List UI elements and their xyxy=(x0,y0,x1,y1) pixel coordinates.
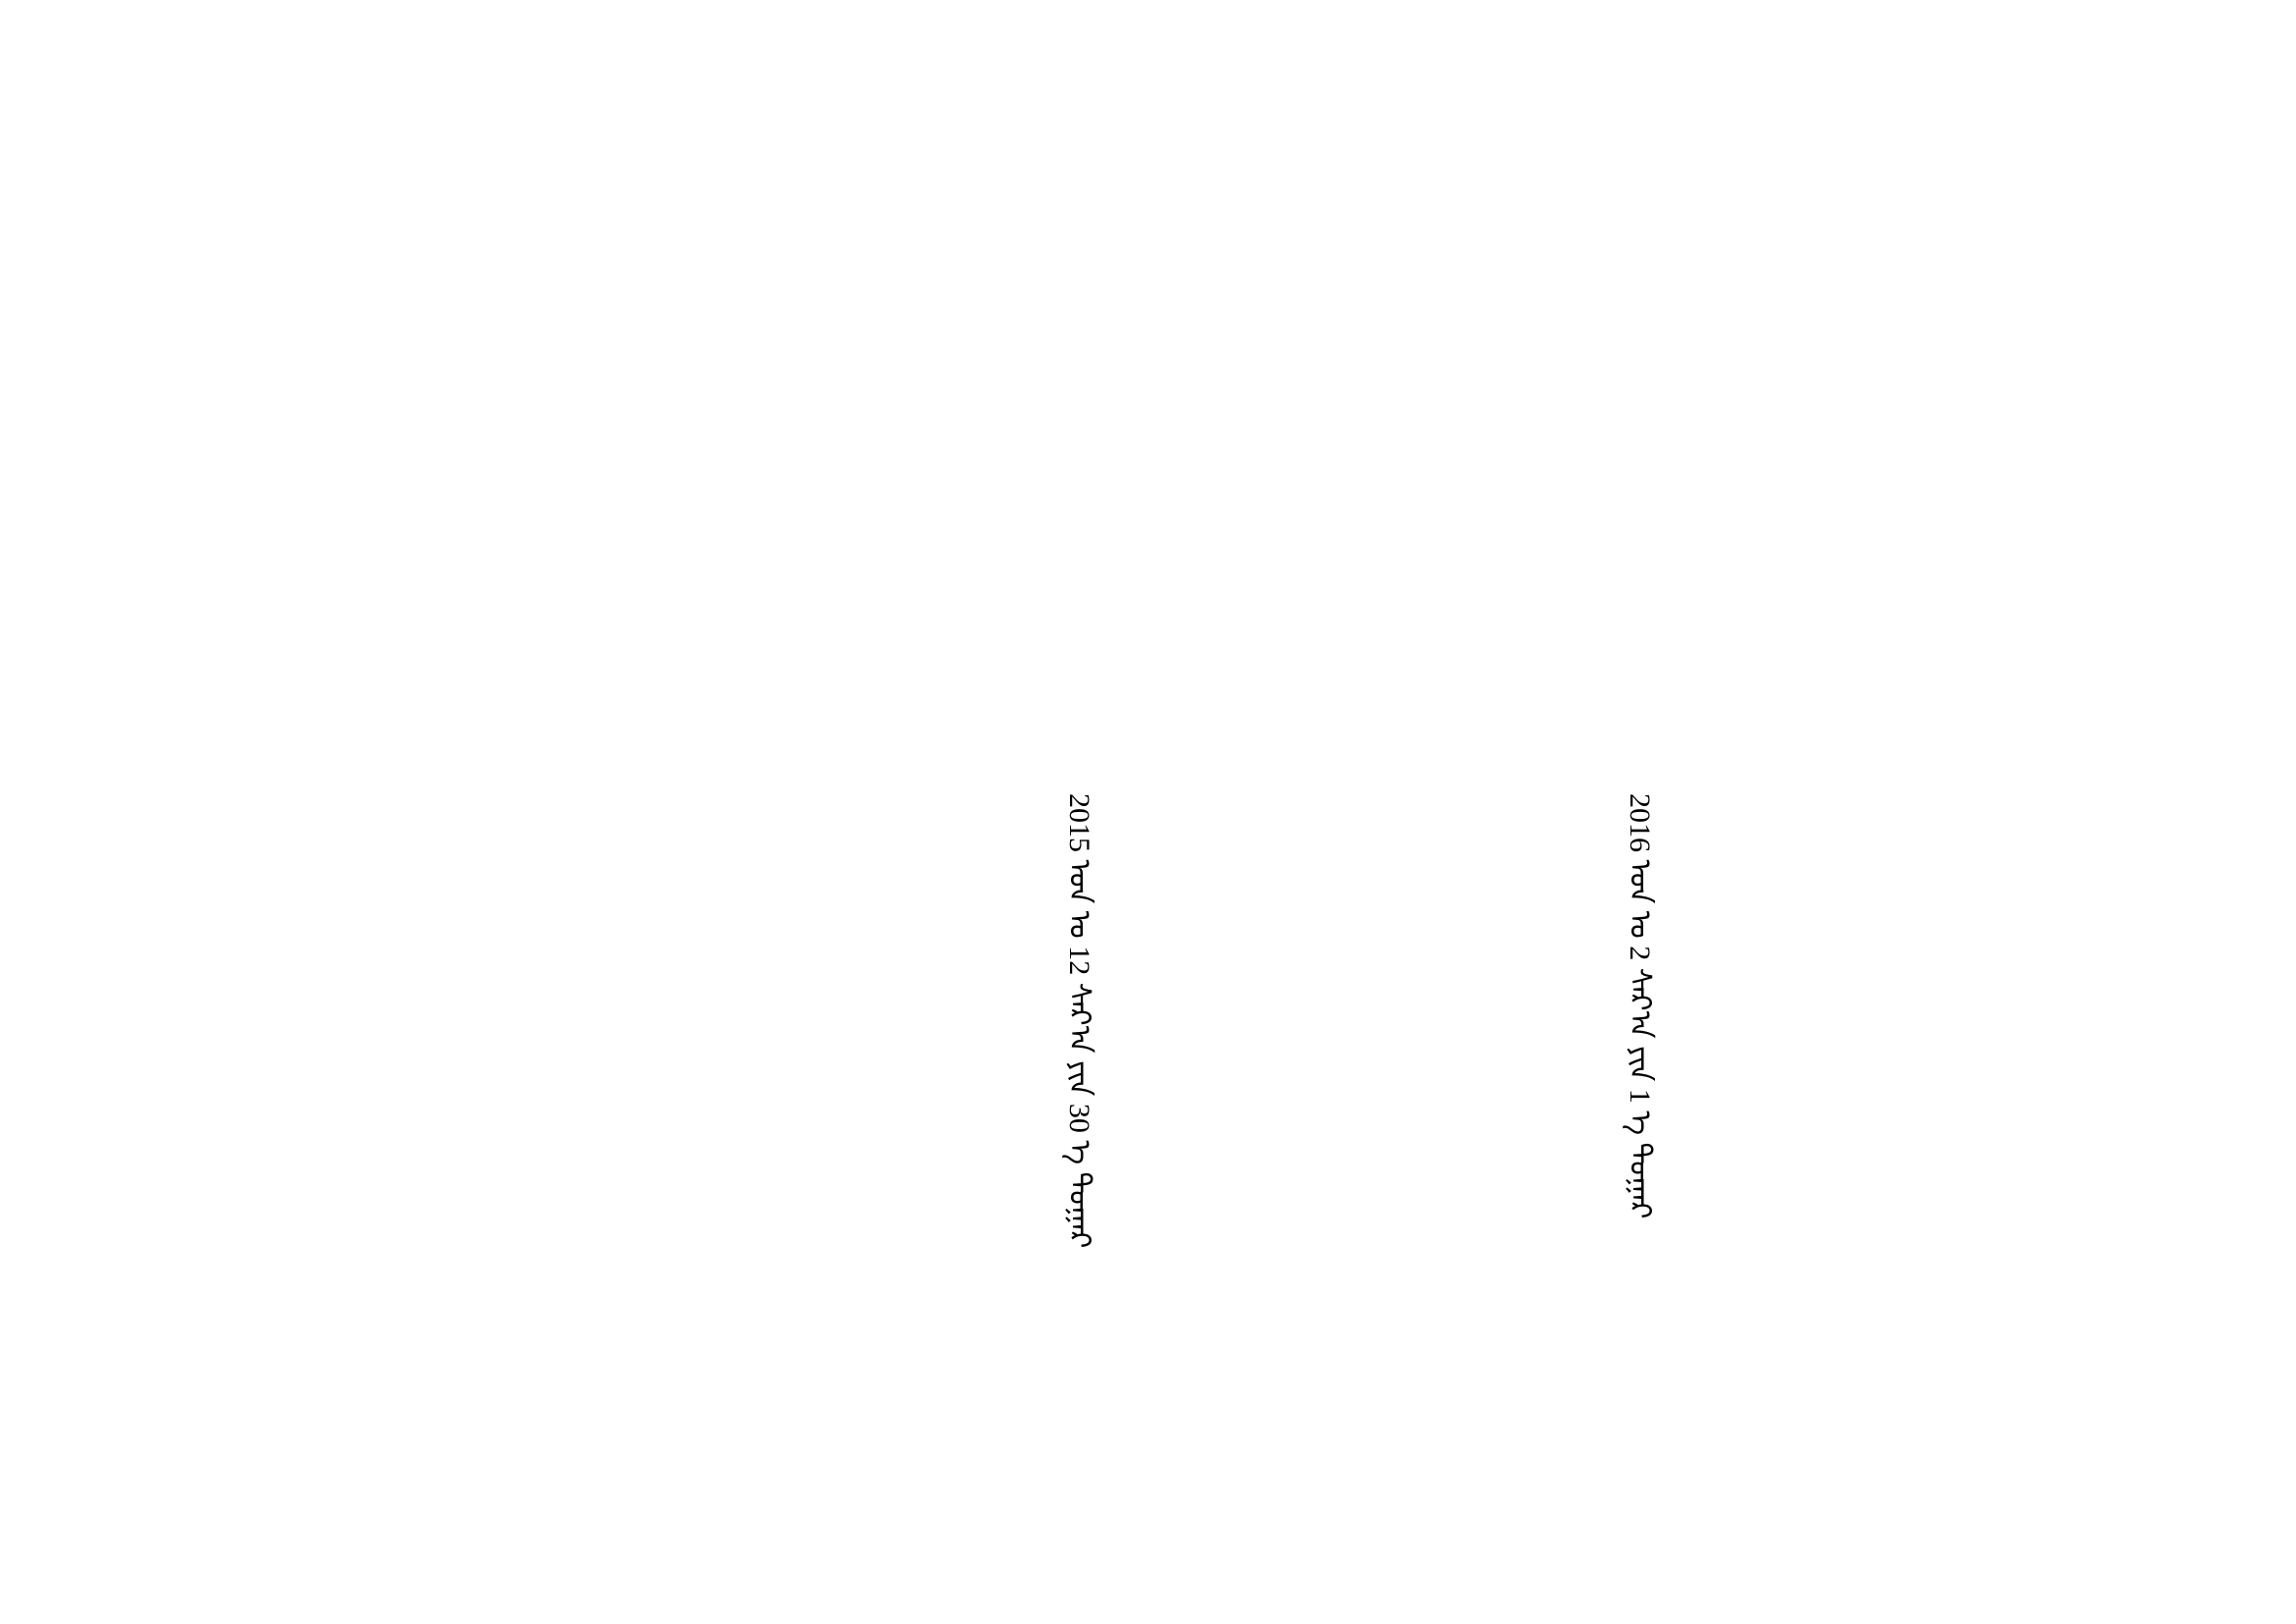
date-2015: 2015 ᠣᠨ ᠤ 12 ᠰᠠᠷ᠎ᠠ ᠶᠢᠨ 30 ᠡ ᠳᠤᠭᠠᠷ xyxy=(1063,793,1095,1249)
date-2016: 2016 ᠣᠨ ᠤ 2 ᠰᠠᠷ᠎ᠠ ᠶᠢᠨ 1 ᠡ ᠳᠤᠭᠠᠷ xyxy=(1624,793,1656,1219)
